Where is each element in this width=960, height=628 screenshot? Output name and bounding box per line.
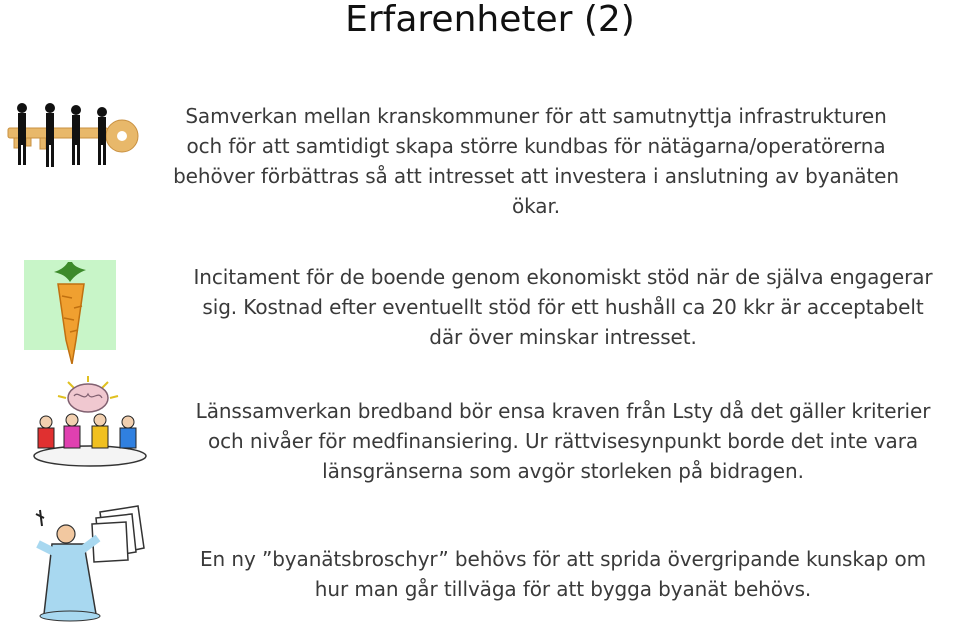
- paragraph-2-line-1: Incitament för de boende genom ekonomiskt stöd när de själva engagerar: [193, 265, 933, 289]
- paragraph-3-line-1: Länssamverkan bredband bör ensa kraven från Lsty då det gäller kriterier: [195, 399, 931, 423]
- person-papers-icon: [26, 504, 150, 622]
- meeting-brain-icon: [28, 376, 150, 468]
- paragraph-3: [166, 396, 960, 486]
- paragraph-2: [166, 262, 960, 352]
- paragraph-1: [166, 101, 906, 221]
- paragraph-3-line-2: och nivåer för medfinansiering. Ur rättvisesynpunkt borde det inte vara: [208, 429, 918, 453]
- paragraph-4-line-2: hur man går tillväga för att bygga byanät behövs.: [314, 577, 812, 601]
- paragraph-1-line-4: ökar.: [512, 194, 560, 218]
- paragraph-1-line-1: Samverkan mellan kranskommuner för att samutnyttja infrastrukturen: [185, 104, 887, 128]
- paragraph-3-line-3: länsgränserna som avgör storleken på bidragen.: [322, 459, 804, 483]
- paragraph-2-line-2: sig. Kostnad efter eventuellt stöd för ett hushåll ca 20 kkr är acceptabelt: [202, 295, 924, 319]
- paragraph-1-line-2: och för att samtidigt skapa större kundbas för nätägarna/operatörerna: [186, 134, 886, 158]
- paragraph-4-line-1: En ny ”byanätsbroschyr” behövs för att sprida övergripande kunskap om: [200, 547, 926, 571]
- paragraph-2-line-3: där över minskar intresset.: [429, 325, 697, 349]
- slide-title: Erfarenheter (2): [345, 0, 635, 40]
- paragraph-4: [166, 544, 960, 604]
- carrot-icon: [24, 260, 120, 364]
- paragraph-1-line-3: behöver förbättras så att intresset att investera i anslutning av byanäten: [173, 164, 899, 188]
- people-key-icon: [4, 100, 144, 180]
